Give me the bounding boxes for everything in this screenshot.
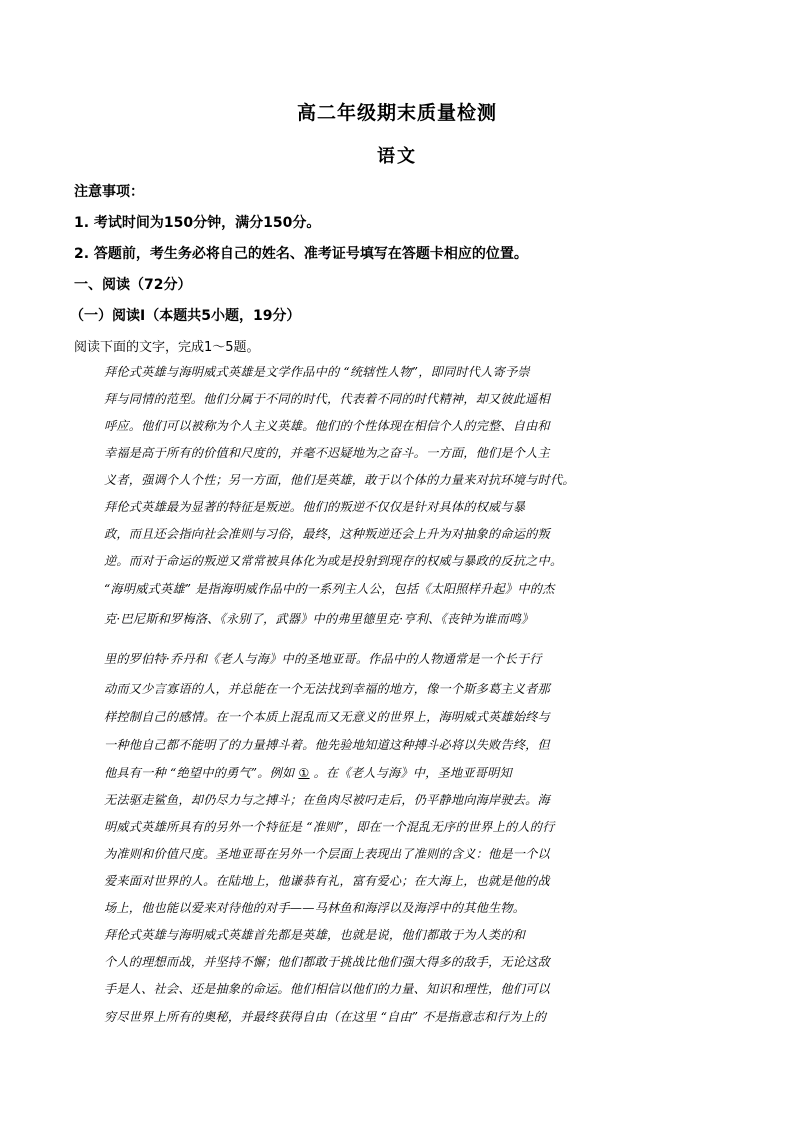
passage-line: 拜伦式英雄最为显著的特征是叛逆。他们的叛逆不仅仅是针对具体的权威与暴 (104, 500, 526, 514)
passage-line: 场上，他也能以爱来对待他的对手——马林鱼和海浮以及海浮中的其他生物。 (104, 901, 526, 915)
passage-line: 拜伦式英雄与海明威式英雄是文学作品中的 “统辖性人物”，即同时代人寄予崇 (104, 365, 530, 379)
passage-line: 一种他自己都不能明了的力量搏斗着。他先验地知道这种搏斗必将以失败告终，但 (104, 738, 550, 752)
passage-line: 拜与同情的范型。他们分属于不同的时代，代表着不同的时代精神，却又彼此遥相 (104, 392, 550, 406)
passage-line: 义者，强调个人个性；另一方面，他们是英雄，敢于以个体的力量来对抗环境与时代。 (104, 473, 575, 487)
passage-line: 动而又少言寡语的人，并总能在一个无法找到幸福的地方，像一个斯多葛主义者那 (104, 682, 550, 696)
passage-line: 克·巴尼斯和罗梅洛、《永别了，武器》中的弗里德里克·亨利、《丧钟为谁而鸣》 (104, 612, 534, 626)
passage-line: 个人的理想而战，并坚持不懈；他们都敢于挑战比他们强大得多的敌手，无论这敌 (104, 955, 550, 969)
passage-line: 幸福是高于所有的价值和尺度的，并毫不迟疑地为之奋斗。一方面，他们是个人主 (104, 446, 550, 460)
passage-line: 爱来面对世界的人。在陆地上，他谦恭有礼，富有爱心；在大海上，也就是他的战 (104, 874, 550, 888)
section-subheading: （一）阅读Ⅰ（本题共5小题，19分） (70, 308, 301, 324)
passage-line: 无法驱走鲨鱼，却仍尽力与之搏斗；在鱼肉尽被叼走后，仍平静地向海岸驶去。海 (104, 793, 550, 807)
reading-instruction: 阅读下面的文字，完成1～5题。 (74, 340, 260, 355)
passage-line: “海明威式英雄” 是指海明威作品中的一系列主人公，包括《太阳照样升起》中的杰 (104, 582, 555, 596)
passage-line: 穷尽世界上所有的奥秘，并最终获得自由（在这里 “自由” 不是指意志和行为上的 (104, 1010, 547, 1024)
section-heading: 一、阅读（72分） (74, 277, 192, 293)
subject-title: 语文 (377, 146, 417, 167)
passage-line: 呼应。他们可以被称为个人主义英雄。他们的个性体现在相信个人的完整、自由和 (104, 419, 550, 433)
passage-line: 样控制自己的感情。在一个本质上混乱而又无意义的世界上，海明威式英雄始终与 (104, 710, 550, 724)
passage-line-with-blank (104, 764, 512, 781)
passage-line: 为准则和价值尺度。圣地亚哥在另外一个层面上表现出了准则的含义：他是一个以 (104, 847, 550, 861)
passage-line: 明威式英雄所具有的另外一个特征是 “准则”，即在一个混乱无序的世界上的人的行 (104, 820, 555, 834)
notice-heading: 注意事项： (74, 184, 144, 200)
notice-item-2: 2. 答题前，考生务必将自己的姓名、准考证号填写在答题卡相应的位置。 (74, 246, 528, 262)
blank-marker: ① (298, 766, 310, 780)
passage-line: 手是人、社会、还是抽象的命运。他们相信以他们的力量、知识和理性，他们可以 (104, 982, 550, 996)
passage-line-tail: 。在《老人与海》中，圣地亚哥明知 (313, 766, 512, 780)
exam-title: 高二年级期末质量检测 (296, 102, 497, 124)
notice-item-1: 1. 考试时间为150分钟，满分150分。 (74, 215, 321, 231)
passage-line: 拜伦式英雄与海明威式英雄首先都是英雄，也就是说，他们都敢于为人类的和 (104, 928, 526, 942)
passage-line: 逆。而对于命运的叛逆又常常被具体化为或是投射到现存的权威与暴政的反抗之中。 (104, 554, 563, 568)
passage-line: 里的罗伯特·乔丹和《老人与海》中的圣地亚哥。作品中的人物通常是一个长于行 (104, 652, 542, 666)
passage-line: 政，而且还会指向社会准则与习俗，最终，这种叛逆还会上升为对抽象的命运的叛 (104, 527, 550, 541)
passage-line-head: 他具有一种 “绝望中的勇气”。例如 (104, 766, 295, 780)
